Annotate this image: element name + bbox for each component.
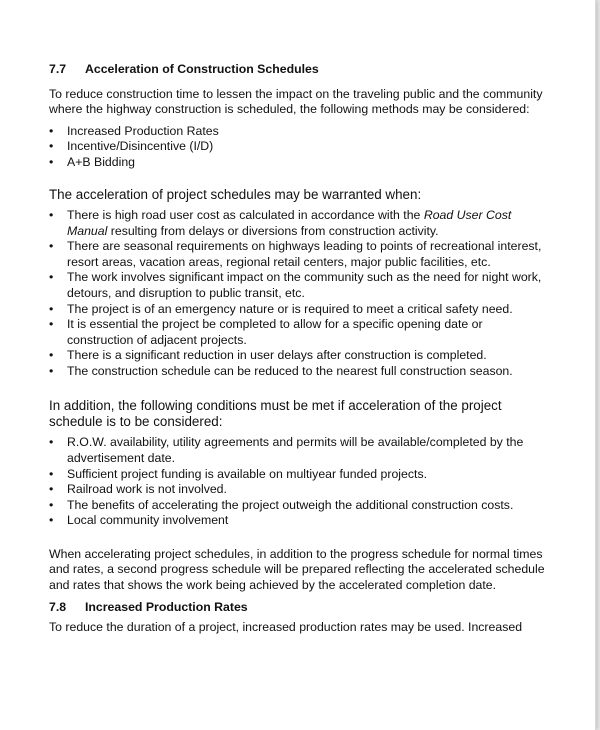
bullet-icon: • <box>49 482 54 497</box>
list-item: • It is essential the project be completed to allow for a specific opening date or construction of adjacent projects. <box>49 317 483 347</box>
bullet-icon: • <box>49 139 54 154</box>
bullet-icon: • <box>49 239 54 254</box>
bullet-icon: • <box>49 435 54 450</box>
section-number: 7.8 <box>49 599 67 614</box>
section-7-8-intro: To reduce the duration of a project, increased production rates may be used. Increased <box>49 620 523 635</box>
list-item: • The project is of an emergency nature or is required to meet a critical safety need. <box>49 301 513 316</box>
bullet-icon: • <box>49 466 54 481</box>
section-heading-7-8 <box>49 600 549 616</box>
list-item: • Railroad work is not involved. <box>49 482 227 497</box>
list-item: • R.O.W. availability, utility agreements and permits will be available/completed by the advertisement date. <box>49 435 524 465</box>
list-item: • There are seasonal requirements on highways leading to points of recreational interest, resort areas, vacation areas, regional retail centers, major public facilities, etc. <box>49 239 542 269</box>
section-title: Increased Production Rates <box>85 599 248 614</box>
list-item: • Incentive/Disincentive (I/D) <box>49 139 214 154</box>
list-item: • There is high road user cost as calculated in accordance with the Road User Cost Manual resulting from delays or diversions from construction activity. <box>49 207 512 238</box>
bullet-icon: • <box>49 348 54 363</box>
list-item: • Sufficient project funding is available on multiyear funded projects. <box>49 466 428 481</box>
warranted-list <box>49 208 549 380</box>
bullet-icon: • <box>49 363 54 378</box>
bullet-icon: • <box>49 123 54 138</box>
list-item: • Increased Production Rates <box>49 123 219 138</box>
list-item: • The work involves significant impact on the community such as the need for night work, detours, and disruption to public transit, etc. <box>49 270 542 300</box>
bullet-icon: • <box>49 513 54 528</box>
closing-paragraph: When accelerating project schedules, in addition to the progress schedule for normal times and rates, a second progress schedule will be prepared reflecting the accelerated schedule and rates that shows the work being achieved by the accelerated completion date. <box>49 546 545 593</box>
bullet-icon: • <box>49 207 54 222</box>
bullet-icon: • <box>49 301 54 316</box>
methods-list <box>49 124 549 171</box>
list-item: • The construction schedule can be reduced to the nearest full construction season. <box>49 363 513 378</box>
bullet-icon: • <box>49 497 54 512</box>
list-item: • The benefits of accelerating the project outweigh the additional construction costs. <box>49 497 514 512</box>
bullet-icon: • <box>49 154 54 169</box>
list-item: • A+B Bidding <box>49 154 136 169</box>
section-number: 7.7 <box>49 62 67 76</box>
list-item: • There is a significant reduction in user delays after construction is completed. <box>49 348 487 363</box>
list-item: • Local community involvement <box>49 513 229 528</box>
page-content <box>49 62 549 636</box>
warranted-lead: The acceleration of project schedules may be warranted when: <box>49 186 422 202</box>
conditions-list <box>49 435 549 529</box>
conditions-lead: In addition, the following conditions must be met if acceleration of the project schedule is to be considered: <box>49 397 502 429</box>
bullet-icon: • <box>49 270 54 285</box>
section-heading-7-7 <box>49 62 549 78</box>
manual-title: Road User Cost Manual <box>67 207 512 238</box>
section-title: Acceleration of Construction Schedules <box>85 62 319 76</box>
intro-paragraph: To reduce construction time to lessen the impact on the traveling public and the community where the highway construction is scheduled, the following methods may be considered: <box>49 86 543 117</box>
bullet-icon: • <box>49 317 54 332</box>
